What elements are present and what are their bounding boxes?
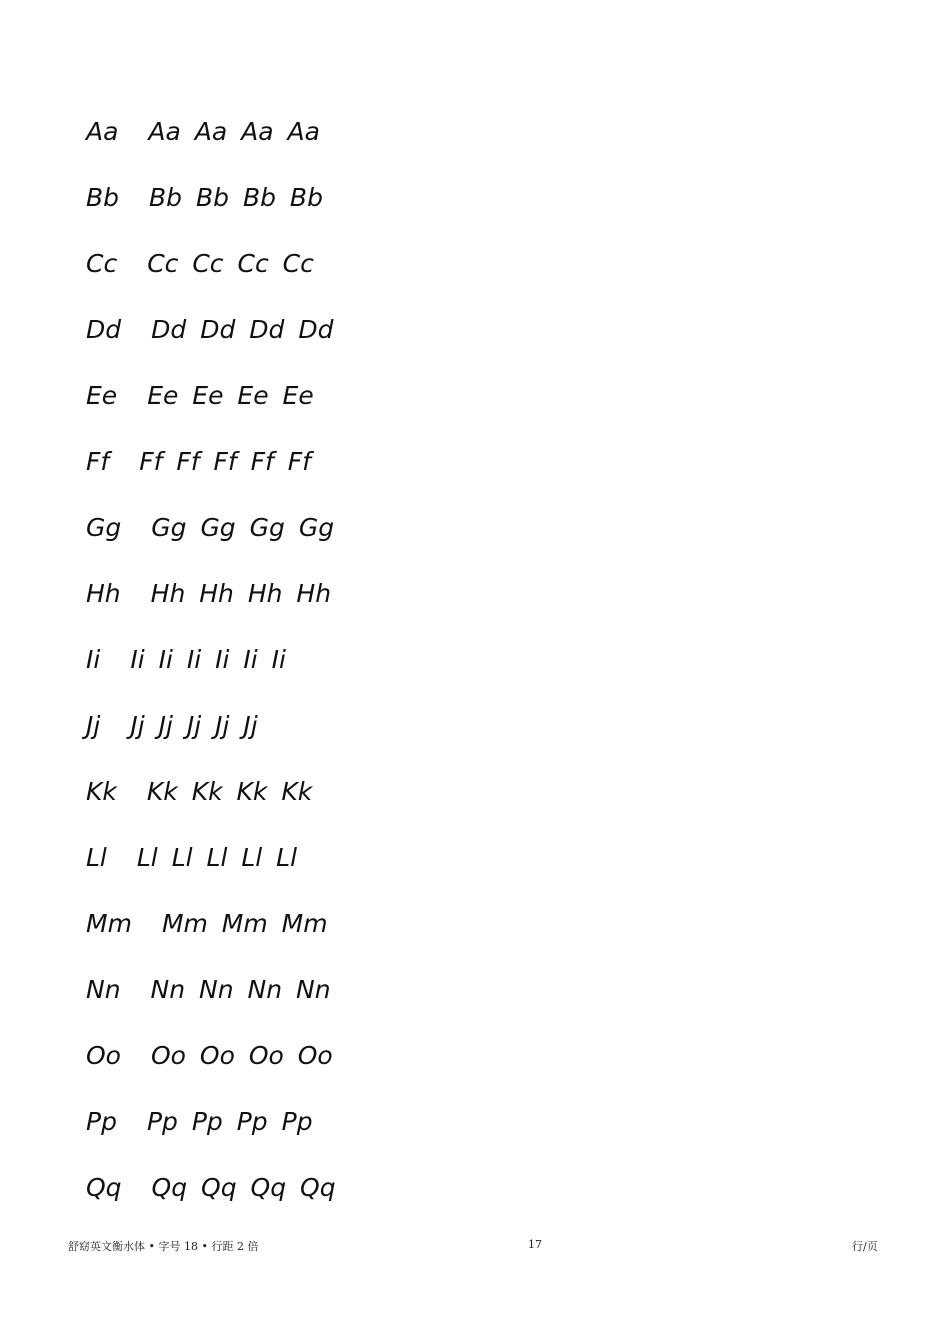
row-first-letter: Ll (86, 843, 107, 872)
practice-row-o (86, 1036, 333, 1076)
row-first-letter: Cc (86, 249, 118, 278)
row-repeats: Dd Dd Dd Dd (151, 315, 334, 344)
row-first-letter: Ii (86, 645, 101, 674)
footer-font-info: 舒窈英文衡水体 • 字号 18 • 行距 2 倍 (68, 1240, 259, 1253)
row-first-letter: Mm (86, 909, 132, 938)
row-first-letter: Jj (86, 711, 101, 740)
row-first-letter: Ff (86, 447, 110, 476)
practice-row-n (86, 970, 331, 1010)
row-first-letter: Bb (86, 183, 120, 212)
practice-row-m (86, 904, 328, 944)
row-repeats: Cc Cc Cc Cc (147, 249, 314, 278)
row-first-letter: Nn (86, 975, 121, 1004)
row-repeats: Ll Ll Ll Ll Ll (136, 843, 298, 872)
practice-row-d (86, 310, 333, 350)
row-repeats: Bb Bb Bb Bb (149, 183, 323, 212)
row-first-letter: Pp (86, 1107, 117, 1136)
practice-row-g (86, 508, 334, 548)
practice-row-k (86, 772, 312, 812)
row-first-letter: Oo (86, 1041, 121, 1070)
practice-row-p (86, 1102, 313, 1142)
practice-row-i (86, 640, 286, 680)
row-repeats: Qq Qq Qq Qq (151, 1173, 336, 1202)
row-first-letter: Aa (86, 117, 119, 146)
row-repeats: Ii Ii Ii Ii Ii Ii (130, 645, 286, 674)
practice-row-a (86, 112, 320, 152)
practice-row-j (86, 706, 258, 746)
row-repeats: Pp Pp Pp Pp (146, 1107, 313, 1136)
row-repeats: Nn Nn Nn Nn (150, 975, 331, 1004)
row-repeats: Mm Mm Mm (161, 909, 328, 938)
row-repeats: Hh Hh Hh Hh (150, 579, 332, 608)
footer-page-number: 17 (528, 1238, 542, 1251)
practice-row-c (86, 244, 314, 284)
row-repeats: Ee Ee Ee Ee (147, 381, 314, 410)
row-first-letter: Gg (86, 513, 122, 542)
practice-row-e (86, 376, 314, 416)
row-repeats: Oo Oo Oo Oo (150, 1041, 333, 1070)
row-repeats: Jj Jj Jj Jj Jj (130, 711, 258, 740)
row-first-letter: Kk (86, 777, 117, 806)
practice-row-f (86, 442, 311, 482)
footer-lines-per-page: 行/页 (852, 1240, 878, 1253)
row-first-letter: Ee (86, 381, 118, 410)
row-repeats: Ff Ff Ff Ff Ff (139, 447, 311, 476)
row-first-letter: Hh (86, 579, 121, 608)
row-repeats: Kk Kk Kk Kk (146, 777, 313, 806)
practice-row-l (86, 838, 297, 878)
row-first-letter: Dd (86, 315, 122, 344)
practice-row-b (86, 178, 323, 218)
row-first-letter: Qq (86, 1173, 122, 1202)
practice-row-h (86, 574, 331, 614)
practice-row-q (86, 1168, 336, 1208)
row-repeats: Gg Gg Gg Gg (151, 513, 335, 542)
row-repeats: Aa Aa Aa Aa (148, 117, 320, 146)
